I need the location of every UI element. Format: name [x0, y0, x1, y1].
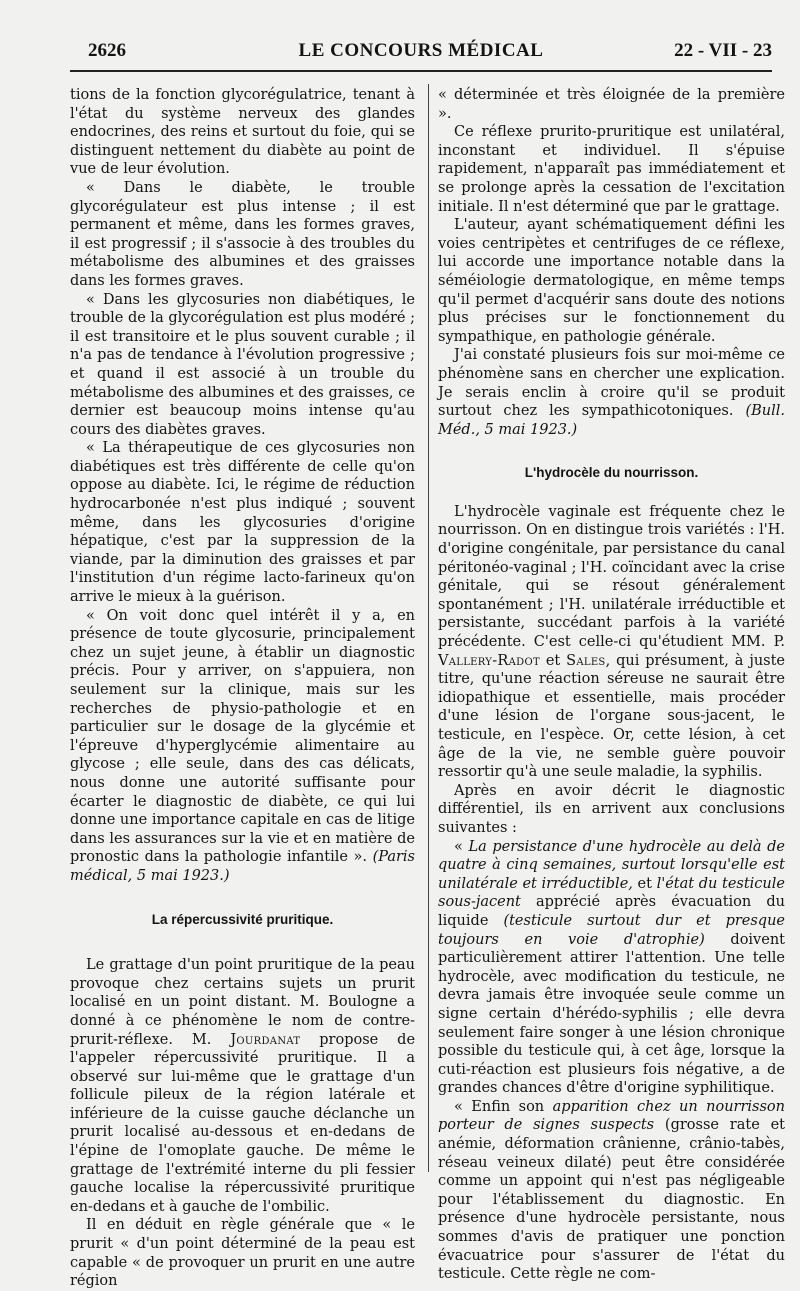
text-run: « Enfin son: [454, 1098, 545, 1115]
text-run: J'ai constaté plusieurs fois sur moi-même ce phénomène sans en chercher une explication. Je serais enclin à croire qu'il se produit surtout chez les sympathicotoniques.: [438, 347, 785, 420]
issue-date: 22 - VII - 23: [674, 40, 772, 61]
header-rule: [70, 70, 772, 72]
paragraph: « La thérapeutique de ces glycosuries non diabétiques est très différente de celle qu'on oppose au diabète. Ici, le régime de réduction hydrocarbonée n'est plus indiqué ; souvent même, dans les glycosuries d'origine hépatique, c'est par la suppression de la viande, par la diminution des graisses et par l'institution d'un régime lacto-farineux qu'on arrive le mieux à la guérison.: [70, 440, 415, 606]
italic-run: (testicule surtout dur et presque toujours en voie d'atrophie): [438, 912, 786, 948]
text-run: Le grattage d'un point pruritique de la peau provoque chez certains sujets un prurit localisé en un point distant. M. Boulogne a donné à ce phénomène le nom de contre-prurit-réflexe. M.: [70, 957, 415, 1048]
source-citation: (Bull. Méd., 5 mai 1923.): [438, 403, 785, 438]
left-column: [70, 86, 415, 1291]
paragraph: Il en déduit en règle générale que « le prurit « d'un point déterminé de la peau est capable « de provoquer un prurit en une autre région: [70, 1217, 415, 1290]
text-run: L'hydrocèle vaginale est fréquente chez le nourrisson. On en distingue trois variétés : l'H. d'origine congénitale, par persistance du canal péritonéo-vaginal ; l'H. coïncidant avec la crise génitale, qui se résout généralement spontanément ; l'H. unilatérale irréductible et persistante, succédant parfois à la variété précédente. C'est celle-ci qu'étudient MM. P.: [438, 503, 785, 651]
quote-text: « On voit donc quel intérêt il y a, en présence de toute glycosurie, principalement chez un sujet jeune, à établir un diagnostic précis. Pour y arriver, on s'appuiera, non seulement sur la clinique, mais sur les recherches de physio-pathologie et en particulier sur le dosage de la glycémie et l'épreuve d'hyperglycémie alimentaire au glycose ; elle seule, dans des cas délicats, nous donne une autorité suffisante pour écarter le diagnostic de diabète, ce qui lui donne une importance capitale en cas de litige dans les assurances sur la vie et en matière de pronostic dans la pathologie infantile ».: [70, 607, 415, 866]
paragraph: Après en avoir décrit le diagnostic différentiel, ils en arrivent aux conclusions suivantes :: [438, 782, 785, 836]
text-run: et: [545, 652, 561, 669]
journal-title: LE CONCOURS MÉDICAL: [298, 40, 544, 61]
running-header: [70, 36, 772, 66]
text-run: doivent particulièrement attirer l'attention. Une telle hydrocèle, avec modification du testicule, ne devra jamais être invoquée seule comme un signe certain d'hérédo-syphilis ; elle devra seulement faire songer à une lésion chronique possible du testicule qui, à cet âge, lorsque la cuti-réaction est plusieurs fois négative, a de grandes chances d'être d'origine syphilitique.: [438, 931, 785, 1097]
paragraph: L'auteur, ayant schématiquement défini les voies centripètes et centrifuges de ce réflexe, lui accorde une importance notable dans la séméiologie dermatologique, en même temps qu'il permet d'acquérir sans doute des notions plus précises sur le fonctionnement du sympathique, en pathologie générale.: [438, 217, 785, 345]
section-heading: L'hydrocèle du nourrisson.: [524, 465, 699, 481]
author-name: Vallery-Radot: [438, 652, 540, 669]
text-run: (grosse rate et anémie, déformation crânienne, crânio-tabès, réseau veineux dilaté) peut être considérée comme un appoint qui n'est pas négligeable pour l'établissement du diagnostic. En présence d'une hydrocèle persistante, nous sommes d'avis de pratiquer une ponction évacuatrice pour s'assurer de l'état du testicule. Cette règle ne com-: [438, 1117, 785, 1283]
paragraph: « Dans les glycosuries non diabétiques, le trouble de la glycorégulation est plus modéré ; il est transitoire et le plus souvent curable ; il n'a pas de tendance à l'évolution progressive ; et quand il est associé à un trouble du métabolisme des albumines et des graisses, ce dernier est beaucoup moins intense qu'au cours des diabètes graves.: [70, 291, 415, 438]
text-run: propose de l'appeler répercussivité pruritique. Il a observé sur lui-même que le grattage d'un follicule pileux de la région latérale et inférieure de la cuisse gauche déclanche un prurit localisé au-dessous et en-dedans de l'épine de l'omoplate gauche. De même le grattage de l'extrémité interne du pli fessier gauche localise la répercussivité pruritique en-dedans et à gauche de l'ombilic.: [70, 1031, 416, 1215]
source-citation: (Paris médical, 5 mai 1923.): [70, 849, 415, 884]
right-column: [438, 86, 785, 1284]
text-run: et: [637, 875, 652, 892]
paragraph: « Dans le diabète, le trouble glycorégulateur est plus intense ; il est permanent et même, dans les formes graves, il est progressif ; il s'associe à des troubles du métabolisme des albumines et des graisses dans les formes graves.: [70, 179, 415, 289]
paragraph: [438, 838, 785, 1098]
italic-run: La persistance d'une hydrocèle au delà de quatre à cinq semaines, surtout lorsqu'elle est unilatérale et irréductible,: [438, 838, 786, 892]
paragraph: « déterminée et très éloignée de la première ».: [438, 87, 785, 122]
paragraph: [438, 1098, 785, 1284]
column-divider: [428, 84, 429, 1172]
text-run: apprécié après évacuation du liquide: [438, 894, 786, 929]
paragraph: Ce réflexe prurito-pruritique est unilatéral, inconstant et individuel. Il s'épuise rapidement, n'apparaît pas immédiatement et se prolonge après la cessation de l'excitation initiale. Il n'est déterminé que par le grattage.: [438, 124, 785, 215]
paragraph: [70, 607, 415, 886]
text-run: , qui présument, à juste titre, qu'une réaction séreuse ne saurait être idiopathique et essentielle, mais procéder d'une lésion de l'organe sous-jacent, le testicule, en l'espèce. Or, cette lésion, à cet âge de la vie, ne semble guère pouvoir ressortir qu'à une seule maladie, la syphilis.: [438, 652, 786, 781]
section-heading: La répercussivité pruritique.: [151, 911, 334, 927]
paragraph: [438, 503, 785, 782]
author-name: Sales: [566, 652, 606, 669]
italic-run: l'état du testicule sous-jacent: [438, 875, 785, 911]
paragraph: [70, 956, 415, 1216]
italic-run: apparition chez un nourrisson porteur de signes suspects: [438, 1098, 785, 1134]
paragraph: [438, 346, 785, 439]
paragraph: tions de la fonction glycorégulatrice, tenant à l'état du système nerveux des glandes endocrines, des reins et surtout du foie, qui se distinguent nettement du diabète au point de vue de leur évolution.: [70, 87, 415, 178]
author-name: Jourdanat: [230, 1031, 301, 1048]
text-run: «: [454, 838, 463, 855]
page-number: 2626: [88, 40, 126, 61]
